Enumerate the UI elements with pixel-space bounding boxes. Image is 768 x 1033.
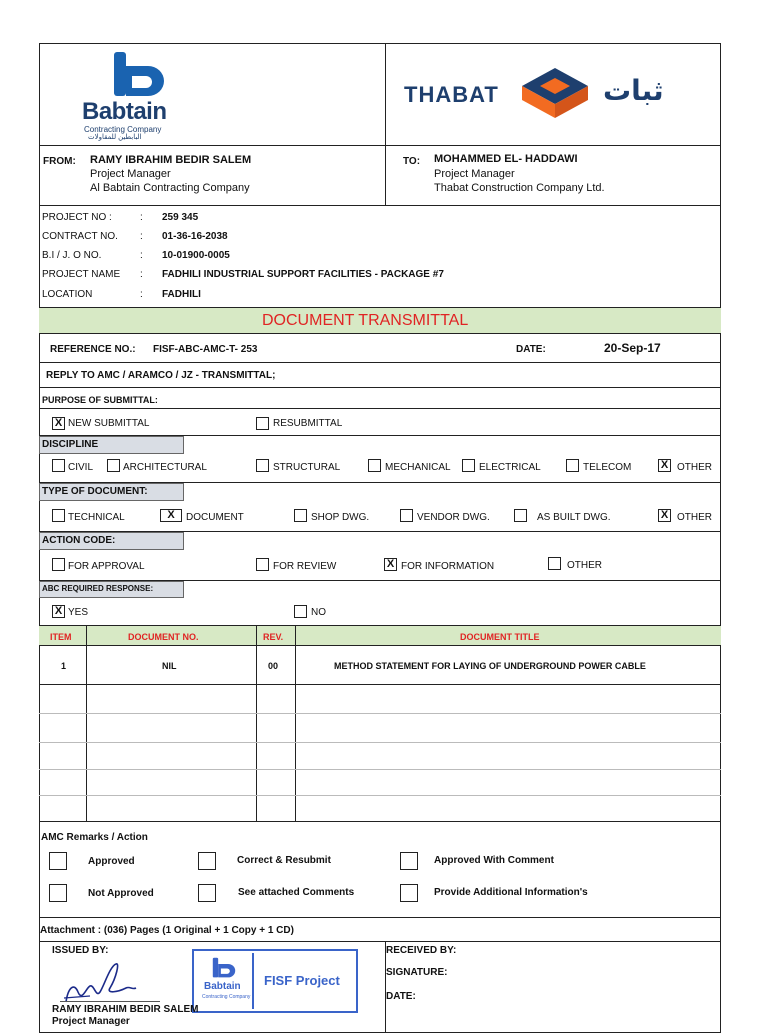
project-sep: : [140, 250, 143, 261]
project-value: FADHILI INDUSTRIAL SUPPORT FACILITIES - PACKAGE #7 [162, 269, 444, 280]
thabat-arabic: ثبات [603, 75, 664, 106]
see-comments-checkbox[interactable] [198, 884, 216, 902]
rule [39, 362, 721, 363]
row-line [39, 769, 721, 770]
response-heading: ABC REQUIRED RESPONSE: [39, 581, 184, 598]
col-divider [295, 626, 296, 821]
civil-checkbox[interactable] [52, 459, 65, 472]
reply-to: REPLY TO AMC / ARAMCO / JZ - TRANSMITTAL; [46, 370, 276, 381]
doc-type-heading: TYPE OF DOCUMENT: [39, 483, 184, 501]
project-sep: : [140, 269, 143, 280]
row-line [39, 742, 721, 743]
cell-title: METHOD STATEMENT FOR LAYING OF UNDERGROUND POWER CABLE [334, 661, 646, 671]
mechanical-checkbox[interactable] [368, 459, 381, 472]
discipline-heading: DISCIPLINE [39, 436, 184, 454]
civil-label: CIVIL [68, 462, 94, 473]
col-divider [256, 626, 257, 821]
project-label: PROJECT NO : [42, 212, 112, 223]
rule [39, 917, 721, 918]
technical-checkbox[interactable] [52, 509, 65, 522]
th-rev: REV. [263, 632, 284, 642]
structural-label: STRUCTURAL [273, 462, 341, 473]
additional-info-label: Provide Additional Information's [434, 887, 588, 898]
issued-title: Project Manager [52, 1016, 130, 1027]
project-value: 10-01900-0005 [162, 250, 230, 261]
electrical-checkbox[interactable] [462, 459, 475, 472]
yes-label: YES [68, 607, 89, 618]
approved-checkbox[interactable] [49, 852, 67, 870]
project-value: 01-36-16-2038 [162, 231, 228, 242]
additional-info-checkbox[interactable] [400, 884, 418, 902]
thabat-cube-icon [520, 66, 590, 120]
stamp-text: FISF Project [264, 973, 340, 988]
action-other-checkbox[interactable] [548, 557, 561, 570]
from-label: FROM: [43, 156, 76, 167]
rule [39, 408, 721, 409]
vendor-dwg-checkbox[interactable] [400, 509, 413, 522]
project-sep: : [140, 231, 143, 242]
attachment-note: Attachment : (036) Pages (1 Original + 1 Copy + 1 CD) [40, 925, 294, 936]
cell-rev: 00 [268, 661, 279, 671]
row-line [39, 795, 721, 796]
correct-resubmit-label: Correct & Resubmit [237, 855, 331, 866]
new-submittal-label: NEW SUBMITTAL [68, 418, 150, 429]
project-value: 259 345 [162, 212, 199, 223]
yes-checkbox[interactable]: X [52, 605, 65, 618]
babtain-subtitle: Contracting Company [84, 125, 162, 134]
approved-label: Approved [88, 856, 135, 867]
to-title: Project Manager [434, 168, 515, 180]
resubmittal-checkbox[interactable] [256, 417, 269, 430]
doc-type-other-label: OTHER [677, 512, 712, 523]
to-company: Thabat Construction Company Ltd. [434, 182, 605, 194]
babtain-name: Babtain [82, 98, 167, 125]
structural-checkbox[interactable] [256, 459, 269, 472]
from-name: RAMY IBRAHIM BEDIR SALEM [90, 154, 252, 166]
no-label: NO [311, 607, 326, 618]
technical-label: TECHNICAL [68, 512, 125, 523]
shop-dwg-label: SHOP DWG. [311, 512, 370, 523]
project-label: LOCATION [42, 289, 93, 300]
project-label: B.I / J. O NO. [42, 250, 102, 261]
for-approval-checkbox[interactable] [52, 558, 65, 571]
project-sep: : [140, 212, 143, 223]
for-review-checkbox[interactable] [256, 558, 269, 571]
remarks-heading: AMC Remarks / Action [41, 832, 148, 843]
fisf-stamp [192, 949, 358, 1013]
babtain-logo [80, 50, 200, 142]
shop-dwg-checkbox[interactable] [294, 509, 307, 522]
mechanical-label: MECHANICAL [385, 462, 451, 473]
purpose-heading: PURPOSE OF SUBMITTAL: [42, 395, 158, 405]
babtain-arabic: البابطين للمقاولات [88, 134, 142, 141]
architectural-checkbox[interactable] [107, 459, 120, 472]
row-line [39, 713, 721, 714]
signature-label: SIGNATURE: [386, 967, 448, 978]
stamp-logo-name: Babtain [204, 981, 241, 992]
for-information-checkbox[interactable]: X [384, 558, 397, 571]
rule [39, 821, 721, 822]
not-approved-label: Not Approved [88, 888, 154, 899]
see-comments-label: See attached Comments [238, 887, 355, 898]
discipline-other-checkbox[interactable]: X [658, 459, 671, 472]
col-divider [86, 626, 87, 821]
project-label: CONTRACT NO. [42, 231, 118, 242]
correct-resubmit-checkbox[interactable] [198, 852, 216, 870]
rule [39, 387, 721, 388]
project-value: FADHILI [162, 289, 201, 300]
project-sep: : [140, 289, 143, 300]
doc-type-other-checkbox[interactable]: X [658, 509, 671, 522]
action-heading: ACTION CODE: [39, 532, 184, 550]
reference-value: FISF-ABC-AMC-T- 253 [153, 344, 258, 355]
project-label: PROJECT NAME [42, 269, 121, 280]
issued-name: RAMY IBRAHIM BEDIR SALEM [52, 1004, 199, 1015]
discipline-other-label: OTHER [677, 462, 712, 473]
rule [39, 684, 721, 685]
as-built-dwg-label: AS BUILT DWG. [537, 512, 611, 523]
rule [39, 941, 721, 942]
date-value: 20-Sep-17 [604, 341, 661, 355]
as-built-dwg-checkbox[interactable] [514, 509, 527, 522]
resubmittal-label: RESUBMITTAL [273, 418, 343, 429]
thabat-name: THABAT [404, 82, 499, 107]
from-title: Project Manager [90, 168, 171, 180]
approved-with-comment-label: Approved With Comment [434, 855, 554, 866]
for-information-label: FOR INFORMATION [401, 561, 495, 572]
stamp-babtain-icon [211, 956, 237, 980]
document-label: DOCUMENT [186, 512, 244, 523]
babtain-emblem-icon [110, 50, 168, 100]
architectural-label: ARCHITECTURAL [123, 462, 207, 473]
stamp-logo-sub: Contracting Company [202, 994, 251, 1000]
th-title: DOCUMENT TITLE [460, 632, 540, 642]
not-approved-checkbox[interactable] [49, 884, 67, 902]
header-rule [39, 145, 721, 146]
received-date-label: DATE: [386, 991, 416, 1002]
signature-line [60, 1001, 160, 1002]
received-by-label: RECEIVED BY: [386, 945, 457, 956]
new-submittal-checkbox[interactable]: X [52, 417, 65, 430]
from-company: Al Babtain Contracting Company [90, 182, 250, 194]
reference-label: REFERENCE NO.: [50, 344, 136, 355]
th-item: ITEM [50, 632, 72, 642]
issued-by-label: ISSUED BY: [52, 945, 109, 956]
action-other-label: OTHER [567, 560, 602, 571]
cell-doc-no: NIL [162, 661, 177, 671]
vendor-dwg-label: VENDOR DWG. [417, 512, 490, 523]
telecom-label: TELECOM [583, 462, 632, 473]
for-review-label: FOR REVIEW [273, 561, 337, 572]
to-label: TO: [403, 156, 421, 167]
date-label: DATE: [516, 344, 546, 355]
to-name: MOHAMMED EL- HADDAWI [434, 153, 578, 165]
for-approval-label: FOR APPROVAL [68, 561, 145, 572]
th-doc-no: DOCUMENT NO. [128, 632, 199, 642]
document-checkbox[interactable]: X [160, 509, 182, 522]
stamp-logo-box [196, 953, 254, 1009]
telecom-checkbox[interactable] [566, 459, 579, 472]
electrical-label: ELECTRICAL [479, 462, 541, 473]
header-divider [385, 43, 386, 206]
from-to-rule [39, 205, 721, 206]
page-title: DOCUMENT TRANSMITTAL [262, 312, 469, 329]
cell-item: 1 [61, 661, 67, 671]
no-checkbox[interactable] [294, 605, 307, 618]
approved-with-comment-checkbox[interactable] [400, 852, 418, 870]
